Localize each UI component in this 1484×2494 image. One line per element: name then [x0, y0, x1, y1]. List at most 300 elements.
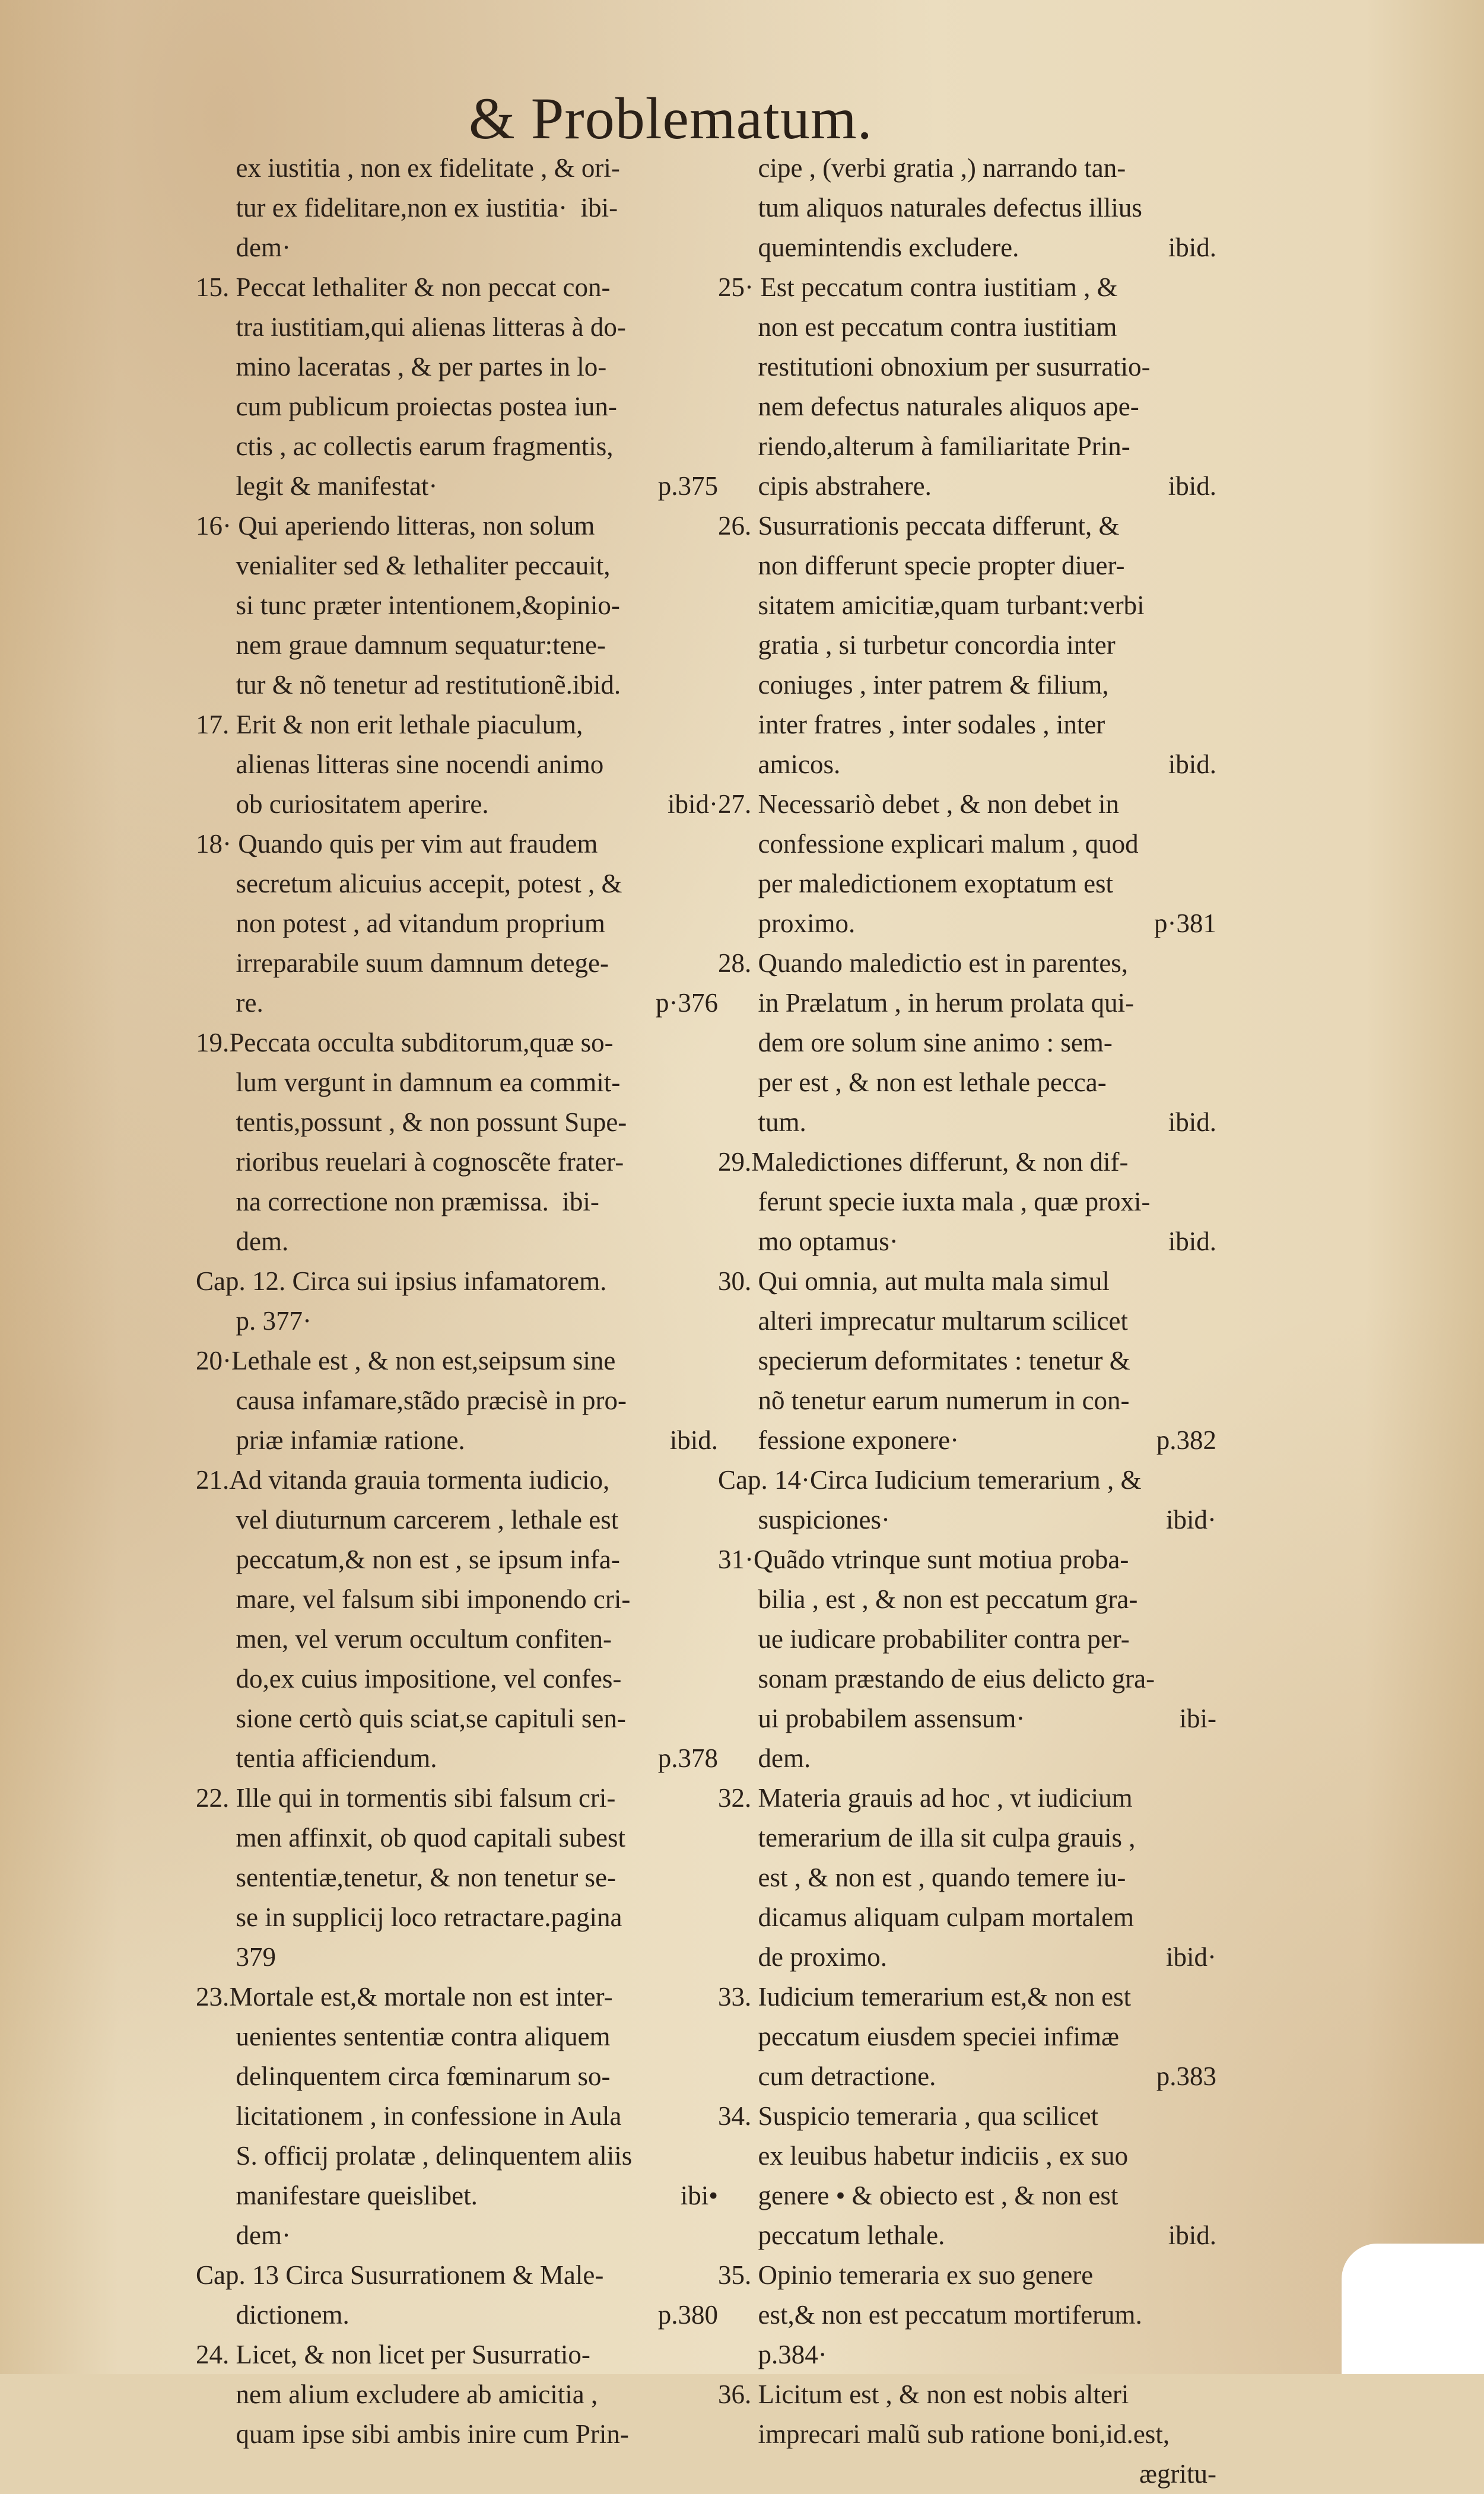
text-line: [718, 784, 1216, 824]
page-reference: [1205, 2295, 1216, 2335]
page-reference: ibid.: [1168, 749, 1216, 779]
page-reference: ibid.: [1168, 1227, 1216, 1256]
text-line: [196, 506, 718, 546]
page-reference: p.383: [1156, 2061, 1216, 2091]
text-line: [196, 2414, 718, 2454]
text-line: [196, 1540, 718, 1580]
line-text: coniuges , inter patrem & filium,: [718, 670, 1109, 700]
page-reference: [1205, 268, 1216, 307]
line-text: tum aliquos naturales defectus illius: [718, 193, 1142, 223]
page-reference: [1205, 427, 1216, 466]
text-line: [196, 2255, 718, 2295]
line-text: 19.Peccata occulta subditorum,quæ so-: [196, 1028, 614, 1057]
page-reference: [1205, 1262, 1216, 1301]
page-reference: p.378: [657, 1743, 718, 1773]
line-text: sitatem amicitiæ,quam turbant:verbi: [718, 590, 1145, 620]
page-reference: [706, 1381, 718, 1421]
page-reference: ibid.: [1168, 2220, 1216, 2250]
text-line: [718, 1301, 1216, 1341]
text-line: [718, 1023, 1216, 1063]
line-text: in Prælatum , in herum prolata qui-: [718, 988, 1135, 1018]
page-reference: [706, 1858, 718, 1898]
line-text: alienas litteras sine nocendi animo: [196, 749, 604, 779]
text-line: [196, 784, 718, 824]
page-reference: [1205, 1341, 1216, 1381]
line-text: 34. Suspicio temeraria , qua scilicet: [718, 2101, 1099, 2131]
text-line: [196, 2176, 718, 2216]
line-text: 33. Iudicium temerarium est,& non est: [718, 1982, 1132, 2012]
line-text: se in supplicij loco retractare.pagina: [196, 1902, 622, 1932]
text-line: [718, 1699, 1216, 1739]
text-line: [196, 1023, 718, 1063]
line-text: manifestare queislibet.: [196, 2181, 478, 2210]
line-text: nem defectus naturales aliquos ape-: [718, 392, 1139, 421]
page-reference: [706, 2335, 718, 2375]
line-text: Cap. 13 Circa Susurrationem & Male-: [196, 2260, 604, 2290]
text-line: [196, 1381, 718, 1421]
text-line: [196, 1103, 718, 1142]
text-line: [196, 228, 718, 268]
line-text: 18· Quando quis per vim aut fraudem: [196, 829, 598, 859]
line-text: per maledictionem exoptatum est: [718, 869, 1114, 898]
line-text: vel diuturnum carcerem , lethale est: [196, 1505, 619, 1534]
text-line: [196, 705, 718, 745]
page-reference: [1205, 2136, 1216, 2176]
left-column: [196, 148, 718, 2454]
page-reference: ibid.: [1168, 233, 1216, 262]
page-reference: [706, 427, 718, 466]
line-text: 21.Ad vitanda grauia tormenta iudicio,: [196, 1465, 610, 1495]
line-text: peccatum lethale.: [718, 2220, 945, 2250]
page-reference: [1205, 2375, 1216, 2414]
line-text: dem·: [196, 233, 291, 262]
text-line: [196, 1699, 718, 1739]
text-line: [196, 745, 718, 784]
line-text: re.: [196, 988, 263, 1018]
text-line: [196, 2375, 718, 2414]
page-reference: [706, 1103, 718, 1142]
line-text: cum detractione.: [718, 2061, 936, 2091]
text-line: [196, 1659, 718, 1699]
page-reference: ibi-: [1179, 1704, 1216, 1733]
page-reference: [1205, 2335, 1216, 2375]
page-reference: [1205, 1460, 1216, 1500]
text-line: [196, 1460, 718, 1500]
line-text: 379: [196, 1942, 276, 1972]
text-line: [196, 904, 718, 943]
text-line: [196, 546, 718, 586]
page-reference: [1205, 307, 1216, 347]
line-text: dem.: [196, 1227, 289, 1256]
line-text: genere • & obiecto est , & non est: [718, 2181, 1118, 2210]
line-text: suspiciones·: [718, 1505, 890, 1534]
page-reference: [1205, 1182, 1216, 1222]
line-text: dicamus aliquam culpam mortalem: [718, 1902, 1135, 1932]
page-reference: [1205, 546, 1216, 586]
page-reference: [706, 268, 718, 307]
page-reference: ibid·: [1166, 1942, 1216, 1972]
text-line: [196, 387, 718, 427]
page-reference: [706, 2136, 718, 2176]
text-line: [718, 1818, 1216, 1858]
text-line: [718, 1739, 1216, 1778]
page-reference: [706, 1023, 718, 1063]
page-reference: [706, 1659, 718, 1699]
text-line: [718, 1619, 1216, 1659]
line-text: cum publicum proiectas postea iun-: [196, 392, 617, 421]
line-text: 24. Licet, & non licet per Susurratio-: [196, 2340, 590, 2369]
page-reference: [706, 1142, 718, 1182]
line-text: ui probabilem assensum·: [718, 1704, 1025, 1733]
page-reference: [706, 1898, 718, 1937]
line-text: dem.: [718, 1743, 811, 1773]
line-text: sententiæ,tenetur, & non tenetur se-: [196, 1863, 617, 1892]
page-reference: [706, 387, 718, 427]
line-text: men affinxit, ob quod capitali subest: [196, 1823, 626, 1853]
page-reference: [1205, 506, 1216, 546]
text-line: [718, 943, 1216, 983]
page-reference: [706, 307, 718, 347]
line-text: 20·Lethale est , & non est,seipsum sine: [196, 1346, 616, 1375]
line-text: 32. Materia grauis ad hoc , vt iudicium: [718, 1783, 1133, 1813]
page-reference: [706, 1182, 718, 1222]
line-text: 26. Susurrationis peccata differunt, &: [718, 511, 1120, 541]
page-reference: [1205, 586, 1216, 625]
line-text: nem graue damnum sequatur:tene-: [196, 630, 606, 660]
page-reference: [1205, 1023, 1216, 1063]
text-line: [196, 1977, 718, 2017]
line-text: cipis abstrahere.: [718, 471, 932, 501]
page-reference: [706, 1301, 718, 1341]
line-text: gratia , si turbetur concordia inter: [718, 630, 1116, 660]
line-text: 36. Licitum est , & non est nobis alteri: [718, 2379, 1129, 2409]
line-text: delinquentem circa fœminarum so-: [196, 2061, 611, 2091]
page-reference: [706, 1063, 718, 1103]
text-line: [718, 2096, 1216, 2136]
line-text: men, vel verum occultum confiten-: [196, 1624, 612, 1654]
page-reference: [706, 1222, 718, 1262]
text-line: [196, 1301, 718, 1341]
text-line: [196, 2295, 718, 2335]
line-text: licitationem , in confessione in Aula: [196, 2101, 622, 2131]
page-reference: p·381: [1154, 908, 1216, 938]
line-text: sione certò quis sciat,se capituli sen-: [196, 1704, 626, 1733]
page-reference: [1205, 148, 1216, 188]
line-text: proximo.: [718, 908, 856, 938]
text-line: [718, 2335, 1216, 2375]
text-line: [718, 347, 1216, 387]
text-line: [718, 983, 1216, 1023]
line-text: ferunt specie iuxta mala , quæ proxi-: [718, 1187, 1151, 1216]
text-line: [718, 824, 1216, 864]
line-text: p.384·: [718, 2340, 827, 2369]
right-column: [718, 148, 1216, 2494]
line-text: mo optamus·: [718, 1227, 898, 1256]
page-reference: [1205, 2096, 1216, 2136]
text-line: [718, 665, 1216, 705]
page-reference: [1205, 784, 1216, 824]
page-reference: [706, 904, 718, 943]
line-text: inter fratres , inter sodales , inter: [718, 710, 1105, 739]
text-line: [196, 2136, 718, 2176]
page-reference: [706, 1341, 718, 1381]
line-text: uenientes sententiæ contra aliquem: [196, 2022, 611, 2051]
text-line: [718, 1341, 1216, 1381]
page-reference: [706, 864, 718, 904]
line-text: 17. Erit & non erit lethale piaculum,: [196, 710, 583, 739]
text-line: [718, 1580, 1216, 1619]
line-text: ctis , ac collectis earum fragmentis,: [196, 431, 614, 461]
page-reference: [1205, 1142, 1216, 1182]
page-reference: ægritu-: [1139, 2459, 1216, 2489]
text-line: [196, 1580, 718, 1619]
line-text: tur ex fidelitare,non ex iustitia· ibi-: [196, 193, 618, 223]
line-text: 28. Quando maledictio est in parentes,: [718, 948, 1129, 978]
line-text: 31·Quãdo vtrinque sunt motiua proba-: [718, 1545, 1129, 1574]
text-line: [718, 188, 1216, 228]
line-text: S. officij prolatæ , delinquentem aliis: [196, 2141, 633, 2171]
text-line: [196, 864, 718, 904]
text-line: [718, 546, 1216, 586]
text-line: [196, 1937, 718, 1977]
page-reference: [706, 625, 718, 665]
text-line: [718, 904, 1216, 943]
text-line: [718, 1778, 1216, 1818]
page-reference: [706, 2255, 718, 2295]
page-reference: ibid·: [668, 789, 718, 819]
page-reference: [706, 1580, 718, 1619]
page-reference: [706, 546, 718, 586]
line-text: p. 377·: [196, 1306, 312, 1336]
text-line: [718, 2454, 1216, 2494]
text-line: [196, 148, 718, 188]
line-text: Cap. 14·Circa Iudicium temerarium , &: [718, 1465, 1142, 1495]
text-line: [196, 1222, 718, 1262]
text-line: [196, 1898, 718, 1937]
line-text: mare, vel falsum sibi imponendo cri-: [196, 1584, 631, 1614]
page-reference: ibid.: [1168, 1107, 1216, 1137]
line-text: sonam præstando de eius delicto gra-: [718, 1664, 1155, 1694]
text-line: [196, 1421, 718, 1460]
text-line: [718, 2375, 1216, 2414]
text-line: [718, 1222, 1216, 1262]
text-line: [196, 1142, 718, 1182]
line-text: est,& non est peccatum mortiferum.: [718, 2300, 1142, 2330]
line-text: irreparabile suum damnum detege-: [196, 948, 609, 978]
text-line: [196, 1739, 718, 1778]
line-text: 15. Peccat lethaliter & non peccat con-: [196, 272, 611, 302]
text-line: [718, 228, 1216, 268]
line-text: 35. Opinio temeraria ex suo genere: [718, 2260, 1094, 2290]
text-line: [718, 745, 1216, 784]
text-line: [196, 2057, 718, 2096]
text-line: [718, 2057, 1216, 2096]
text-line: [196, 307, 718, 347]
text-line: [196, 943, 718, 983]
text-line: [718, 506, 1216, 546]
page-reference: [1205, 705, 1216, 745]
page-reference: [706, 2216, 718, 2255]
page-reference: p.380: [657, 2300, 718, 2330]
text-line: [718, 1977, 1216, 2017]
line-text: nõ tenetur earum numerum in con-: [718, 1386, 1130, 1415]
line-text: est , & non est , quando temere iu-: [718, 1863, 1126, 1892]
text-line: [196, 586, 718, 625]
line-text: restitutioni obnoxium per susurratio-: [718, 352, 1151, 382]
text-line: [718, 705, 1216, 745]
line-text: de proximo.: [718, 1942, 887, 1972]
page-reference: [1205, 1580, 1216, 1619]
page-reference: [1205, 1381, 1216, 1421]
page-reference: [1205, 824, 1216, 864]
line-text: dem ore solum sine animo : sem-: [718, 1028, 1113, 1057]
line-text: nem alium excludere ab amicitia ,: [196, 2379, 598, 2409]
text-line: [196, 2216, 718, 2255]
line-text: peccatum,& non est , se ipsum infa-: [196, 1545, 620, 1574]
line-text: legit & manifestat·: [196, 471, 438, 501]
text-line: [718, 864, 1216, 904]
line-text: ob curiositatem aperire.: [196, 789, 489, 819]
text-line: [196, 2017, 718, 2057]
text-line: [718, 1858, 1216, 1898]
line-text: fessione exponere·: [718, 1425, 959, 1455]
page-reference: [1205, 1818, 1216, 1858]
line-text: tentis,possunt , & non possunt Supe-: [196, 1107, 627, 1137]
line-text: non potest , ad vitandum proprium: [196, 908, 605, 938]
text-line: [718, 427, 1216, 466]
page-reference: [706, 1540, 718, 1580]
text-line: [196, 2096, 718, 2136]
page-reference: [706, 1460, 718, 1500]
text-line: [718, 1659, 1216, 1699]
text-line: [718, 148, 1216, 188]
page-reference: [1205, 347, 1216, 387]
line-text: tum.: [718, 1107, 806, 1137]
text-line: [718, 1182, 1216, 1222]
line-text: alteri imprecatur multarum scilicet: [718, 1306, 1128, 1336]
page-reference: ibid·: [1166, 1505, 1216, 1534]
page-reference: ibi•: [680, 2181, 718, 2210]
text-line: [718, 2255, 1216, 2295]
page-reference: [706, 1818, 718, 1858]
line-text: tra iustitiam,qui alienas litteras à do-: [196, 312, 626, 342]
text-line: [718, 2176, 1216, 2216]
text-line: [718, 387, 1216, 427]
text-line: [718, 1540, 1216, 1580]
line-text: quam ipse sibi ambis inire cum Prin-: [196, 2419, 629, 2449]
line-text: 27. Necessariò debet , & non debet in: [718, 789, 1120, 819]
line-text: peccatum eiusdem speciei infimæ: [718, 2022, 1120, 2051]
page-reference: [1205, 1977, 1216, 2017]
page-reference: [706, 2414, 718, 2454]
page-reference: [706, 586, 718, 625]
text-line: [196, 466, 718, 506]
page-reference: [706, 347, 718, 387]
line-text: rioribus reuelari à cognoscẽte frater-: [196, 1147, 624, 1177]
text-line: [718, 586, 1216, 625]
page-reference: [1205, 1540, 1216, 1580]
page-reference: ibid.: [1168, 471, 1216, 501]
page-reference: [1205, 2414, 1216, 2454]
page-reference: [1205, 2017, 1216, 2057]
line-text: specierum deformitates : tenetur &: [718, 1346, 1130, 1375]
page-reference: p·376: [656, 988, 718, 1018]
text-line: [196, 1619, 718, 1659]
page-reference: [706, 824, 718, 864]
page-reference: [1205, 2255, 1216, 2295]
line-text: 29.Maledictiones differunt, & non dif-: [718, 1147, 1129, 1177]
text-line: [718, 2017, 1216, 2057]
text-line: [196, 1858, 718, 1898]
page-reference: [1205, 1898, 1216, 1937]
page-reference: [1205, 1739, 1216, 1778]
line-text: 22. Ille qui in tormentis sibi falsum cri-: [196, 1783, 616, 1813]
page-reference: [1205, 1301, 1216, 1341]
page-reference: [706, 228, 718, 268]
line-text: Cap. 12. Circa sui ipsius infamatorem.: [196, 1266, 607, 1296]
text-line: [196, 1341, 718, 1381]
line-text: causa infamare,stãdo præcisè in pro-: [196, 1386, 627, 1415]
page-reference: p.375: [657, 471, 718, 501]
page-reference: ibid.: [669, 1425, 718, 1455]
line-text: per est , & non est lethale pecca-: [718, 1068, 1107, 1097]
line-text: non est peccatum contra iustitiam: [718, 312, 1117, 342]
text-line: [718, 1460, 1216, 1500]
text-line: [196, 188, 718, 228]
line-text: dictionem.: [196, 2300, 349, 2330]
page-reference: [1205, 1778, 1216, 1818]
text-line: [196, 427, 718, 466]
line-text: venialiter sed & lethaliter peccauit,: [196, 551, 611, 580]
page-reference: [1205, 387, 1216, 427]
text-line: [196, 1778, 718, 1818]
page-reference: [706, 188, 718, 228]
text-line: [196, 1818, 718, 1858]
line-text: lum vergunt in damnum ea commit-: [196, 1068, 621, 1097]
line-text: imprecari malũ sub ratione boni,id.est,: [718, 2419, 1170, 2449]
text-line: [718, 1103, 1216, 1142]
text-line: [196, 268, 718, 307]
text-line: [718, 2136, 1216, 2176]
page-reference: [1205, 864, 1216, 904]
line-text: bilia , est , & non est peccatum gra-: [718, 1584, 1138, 1614]
text-line: [196, 665, 718, 705]
page-reference: [1205, 2176, 1216, 2216]
page-reference: [706, 1977, 718, 2017]
text-line: [196, 625, 718, 665]
line-text: 25· Est peccatum contra iustitiam , &: [718, 272, 1118, 302]
text-line: [718, 1142, 1216, 1182]
text-line: [718, 2295, 1216, 2335]
page-reference: [1205, 1063, 1216, 1103]
page-reference: [1205, 188, 1216, 228]
line-text: 16· Qui aperiendo litteras, non solum: [196, 511, 595, 541]
page-reference: [1205, 1619, 1216, 1659]
text-line: [718, 1937, 1216, 1977]
line-text: 23.Mortale est,& mortale non est inter-: [196, 1982, 613, 2012]
text-line: [718, 1063, 1216, 1103]
text-line: [718, 2216, 1216, 2255]
text-line: [196, 1262, 718, 1301]
page-reference: [1205, 1659, 1216, 1699]
page-reference: [706, 705, 718, 745]
text-line: [196, 983, 718, 1023]
line-text: tentia afficiendum.: [196, 1743, 437, 1773]
line-text: mino laceratas , & per partes in lo-: [196, 352, 607, 382]
line-text: 30. Qui omnia, aut multa mala simul: [718, 1266, 1110, 1296]
text-line: [718, 1381, 1216, 1421]
page-reference: p.382: [1156, 1425, 1216, 1455]
